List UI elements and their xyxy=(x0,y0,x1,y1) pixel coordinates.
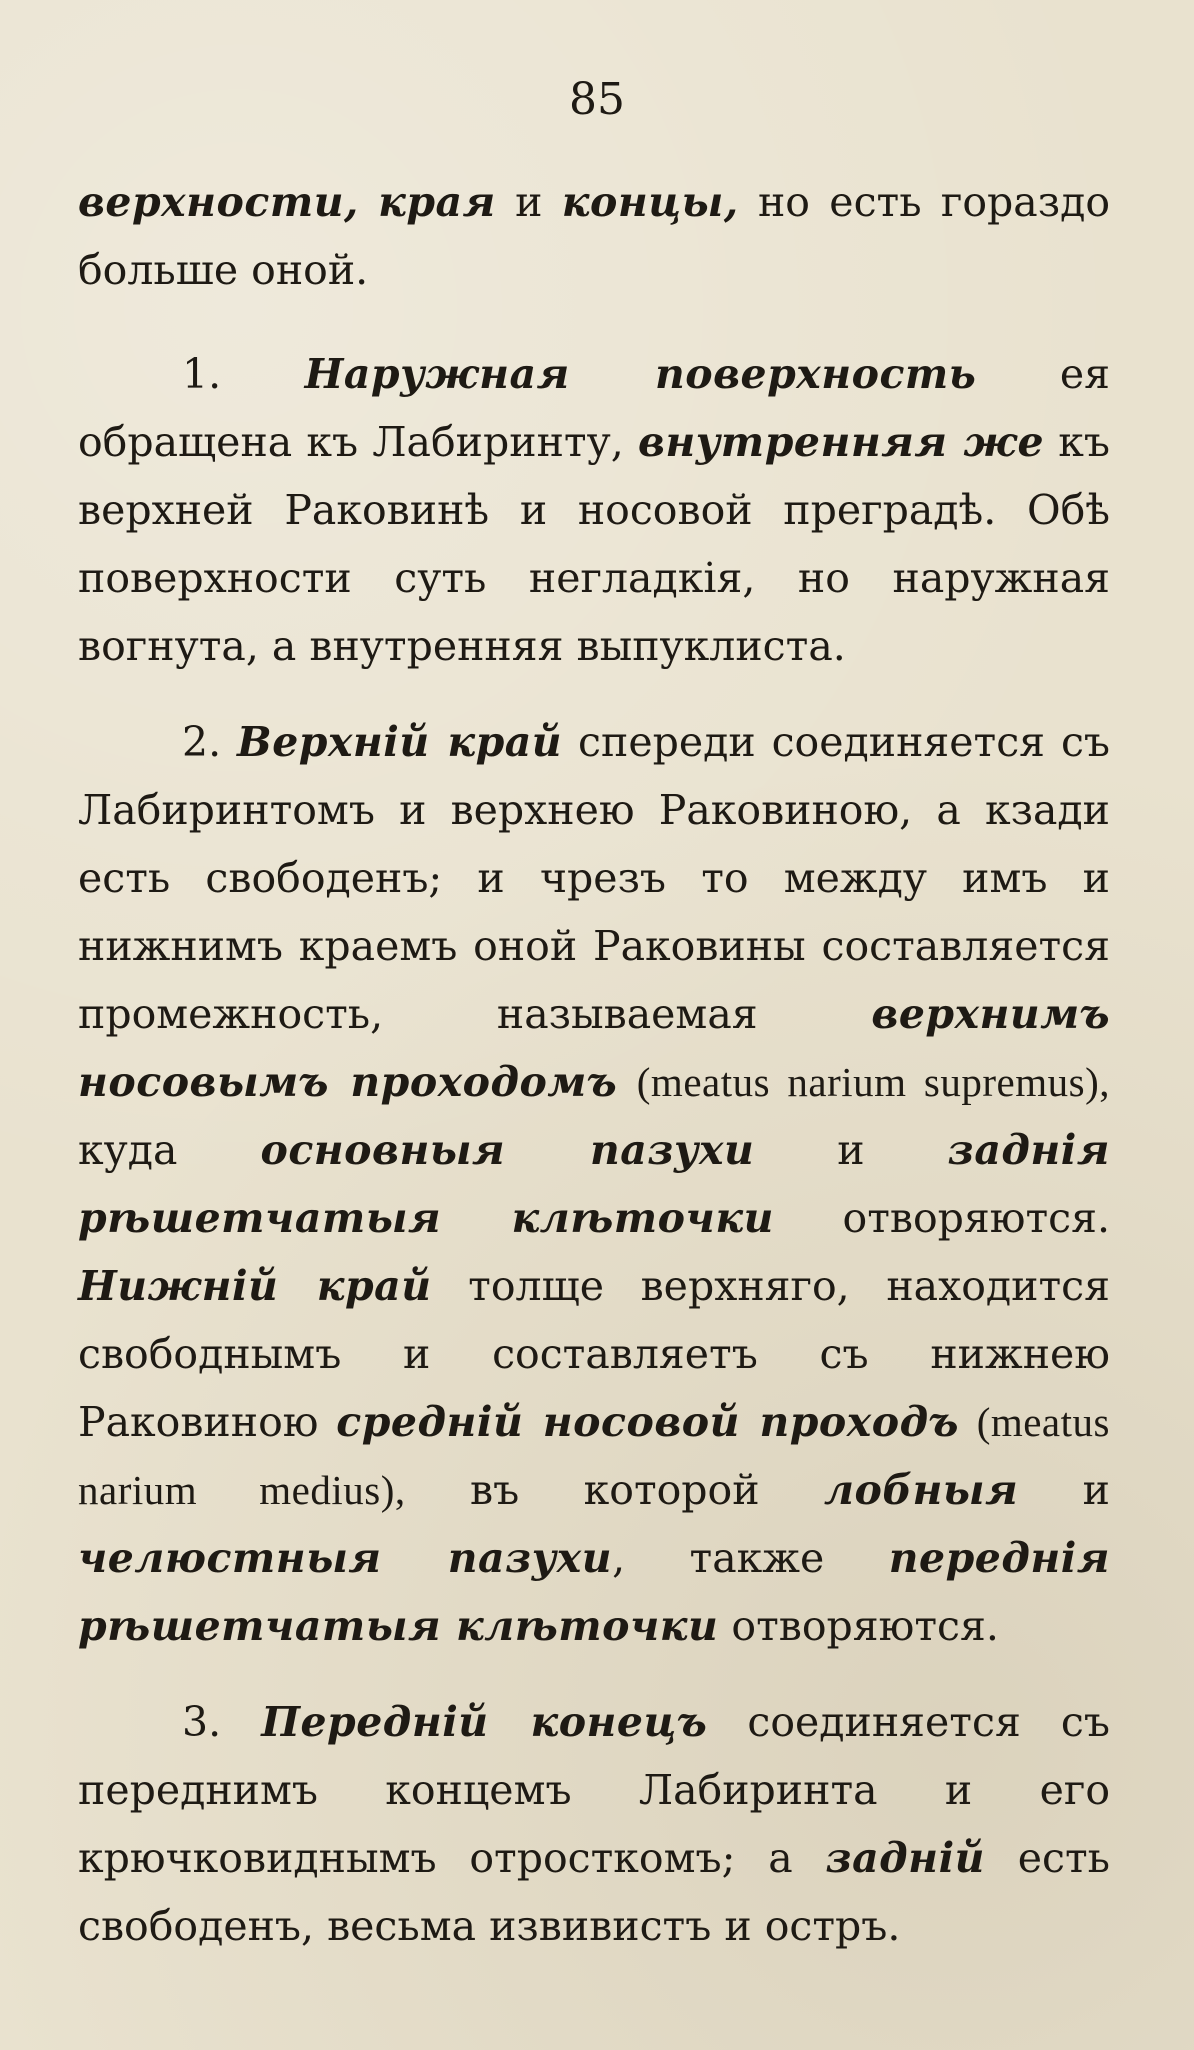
paragraph-number: 2. xyxy=(182,718,222,766)
italic-term: Нижній край xyxy=(78,1262,432,1310)
paragraph-continuation xyxy=(78,168,1110,304)
text-run: и xyxy=(515,178,543,226)
italic-term: верхности, xyxy=(78,178,359,226)
text-run: въ которой xyxy=(470,1466,760,1514)
text-run: отворяются. xyxy=(842,1194,1110,1242)
text-run: куда xyxy=(78,1126,178,1174)
text-run: отворяются. xyxy=(731,1602,999,1650)
italic-term: переднія рѣшетчатыя клѣточки xyxy=(78,1534,1110,1650)
italic-term: концы, xyxy=(561,178,739,226)
text-run: соединяется съ переднимъ концемъ Лабиринта и его крючковиднымъ отросткомъ; а xyxy=(78,1698,1110,1882)
text-run: къ верхней Раковинѣ и носовой преградѣ. Обѣ поверхности суть негладкія, но наружная вогнута, а внутренняя выпуклиста. xyxy=(78,418,1110,670)
italic-term: задній xyxy=(825,1834,985,1882)
italic-term: заднія рѣшетчатыя клѣточки xyxy=(78,1126,1110,1242)
paragraph-1 xyxy=(78,340,1110,680)
italic-term: верхнимъ носовымъ проходомъ xyxy=(78,990,1110,1106)
text-run: но есть гораздо больше оной. xyxy=(78,178,1110,294)
paragraph-number: 1. xyxy=(182,350,222,398)
italic-term: Наружная поверхность xyxy=(304,350,977,398)
latin-term: (meatus narium medius), xyxy=(78,1399,1110,1513)
paragraph-number: 3. xyxy=(182,1698,222,1746)
italic-term: челюстныя пазухи xyxy=(78,1534,613,1582)
italic-term: основныя пазухи xyxy=(260,1126,755,1174)
text-run: ея обращена къ Лабиринту, xyxy=(78,350,1110,466)
latin-term: (meatus narium supremus), xyxy=(636,1059,1110,1105)
italic-term: внутренняя же xyxy=(637,418,1045,466)
paragraph-3 xyxy=(78,1688,1110,1960)
italic-term: средній носовой проходъ xyxy=(336,1398,959,1446)
text-run: есть свободенъ, весьма извивистъ и остръ. xyxy=(78,1834,1110,1950)
text-run: , также xyxy=(612,1534,825,1582)
page-number: 85 xyxy=(569,74,625,125)
text-run: и xyxy=(1082,1466,1110,1514)
italic-term: Верхній край xyxy=(237,718,563,766)
italic-term: края xyxy=(378,178,496,226)
italic-term: Передній конецъ xyxy=(261,1698,708,1746)
body-text xyxy=(78,168,1110,1988)
italic-term: лобныя xyxy=(824,1466,1019,1514)
text-run: спереди соединяется съ Лабиринтомъ и верхнею Раковиною, а кзади есть свободенъ; и чрезъ то между имъ и нижнимъ краемъ оной Раковины составляется промежность, называемая xyxy=(78,718,1110,1038)
text-run: толще верхняго, находится свободнымъ и составляетъ съ нижнею Раковиною xyxy=(78,1262,1110,1446)
paragraph-2 xyxy=(78,708,1110,1660)
text-run: и xyxy=(837,1126,865,1174)
